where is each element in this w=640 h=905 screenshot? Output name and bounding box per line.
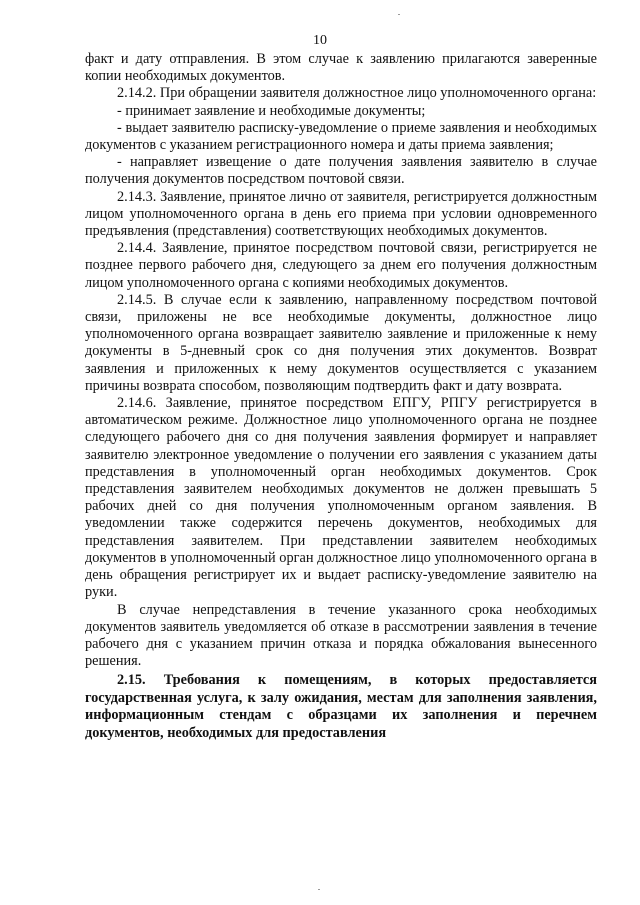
paragraph-non-submission: В случае непредставления в течение указанного срока необходимых документов заявитель уведомляется об отказе в рассмотрении заявления в течение рабочего дня с указанием причин отказа и порядка обжалования вынесенного решения.: [85, 601, 597, 670]
page-number: 10: [313, 33, 327, 48]
paragraph-2-14-6: 2.14.6. Заявление, принятое посредством ЕПГУ, РПГУ регистрируется в автоматическом режиме. Должностное лицо уполномоченного органа не позднее следующего рабочего дня со дня получения заявления формирует и направляет заявителю электронное уведомление о получении его заявления с указанием даты представления в уполномоченный орган необходимых документов. Срок представления заявителем необходимых документов не должен превышать 5 рабочих дней со дня получения уполномоченным органом заявления. В уведомлении также содержится перечень документов, необходимых для представления заявителем. При представлении заявителем необходимых документов в уполномоченный орган должностное лицо уполномоченного органа в день обращения регистрирует их и выдает расписку-уведомление заявителю на руки.: [85, 395, 597, 601]
section-heading-2-15: 2.15. Требования к помещениям, в которых предоставляется государственная услуга, к залу ожидания, местам для заполнения заявления, информационным стендам с образцами их заполнения и перечнем документов, необходимых для предоставления: [85, 672, 597, 741]
scan-speck: [318, 889, 320, 890]
list-item-sends-notice: - направляет извещение о дате получения заявления заявителю в случае получения документов посредством почтовой связи.: [85, 154, 597, 188]
document-body: [85, 51, 597, 742]
paragraph-continuation: факт и дату отправления. В этом случае к заявлению прилагаются заверенные копии необходимых документов.: [85, 51, 597, 85]
paragraph-2-14-2: 2.14.2. При обращении заявителя должностное лицо уполномоченного органа:: [117, 85, 597, 102]
paragraph-2-14-4: 2.14.4. Заявление, принятое посредством почтовой связи, регистрируется не позднее первого рабочего дня, следующего за днем его получения должностным лицом уполномоченного органа с копиями необходимых документов.: [85, 240, 597, 291]
paragraph-2-14-3: 2.14.3. Заявление, принятое лично от заявителя, регистрируется должностным лицом уполномоченного органа в день его приема при условии одновременного предъявления (представления) соответствующих необходимых документов.: [85, 188, 597, 240]
paragraph-2-14-5: 2.14.5. В случае если к заявлению, направленному посредством почтовой связи, приложены не все необходимые документы, должностное лицо уполномоченного органа возвращает заявителю заявление и приложенные к нему документы в 5-дневный срок со дня получения этих документов. Возврат заявления и приложенных к нему документов осуществляется с указанием причины возврата способом, позволяющим подтвердить факт и дату возврата.: [85, 291, 597, 394]
list-item-accepts-application: - принимает заявление и необходимые документы;: [117, 102, 426, 119]
scan-speck: [398, 14, 400, 15]
list-item-issues-receipt: - выдает заявителю расписку-уведомление о приеме заявления и необходимых документов с указанием регистрационного номера и даты приема заявления;: [85, 119, 597, 154]
